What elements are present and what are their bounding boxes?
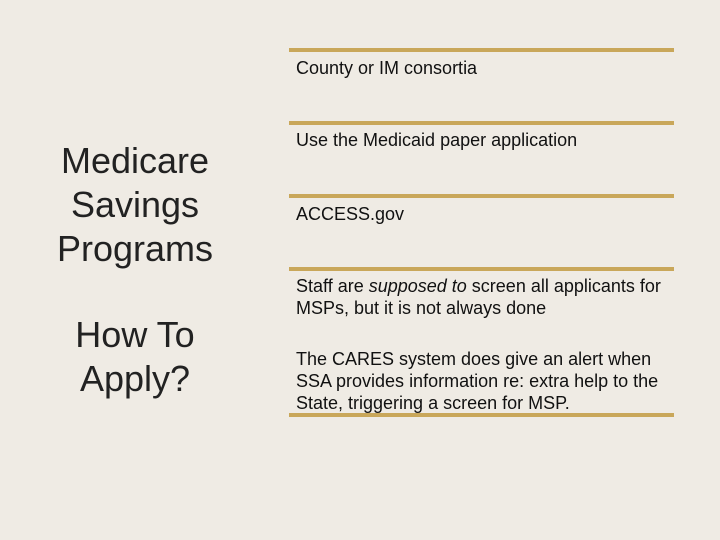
slide-subtitle: How To Apply? — [75, 314, 195, 399]
list-item-access-gov: ACCESS.gov — [296, 204, 405, 224]
divider-line — [289, 267, 674, 271]
divider-line — [289, 194, 674, 198]
list-item-staff-screening — [296, 275, 668, 319]
slide-title: Medicare Savings Programs — [56, 140, 214, 269]
divider-line — [289, 413, 674, 417]
list-item-paper-application: Use the Medicaid paper application — [296, 130, 578, 150]
item-text-emphasis: supposed to — [368, 276, 467, 296]
list-item-county: County or IM consortia — [296, 58, 478, 78]
item-text-before: Staff are — [296, 276, 369, 296]
list-item-cares-alert: The CARES system does give an alert when SSA provides information re: extra help to the State, triggering a screen for MSP. — [296, 349, 659, 413]
divider-line — [289, 121, 674, 125]
item-text-after: screen all applicants for MSPs, but it is not always done — [296, 276, 661, 318]
divider-line — [289, 48, 674, 52]
